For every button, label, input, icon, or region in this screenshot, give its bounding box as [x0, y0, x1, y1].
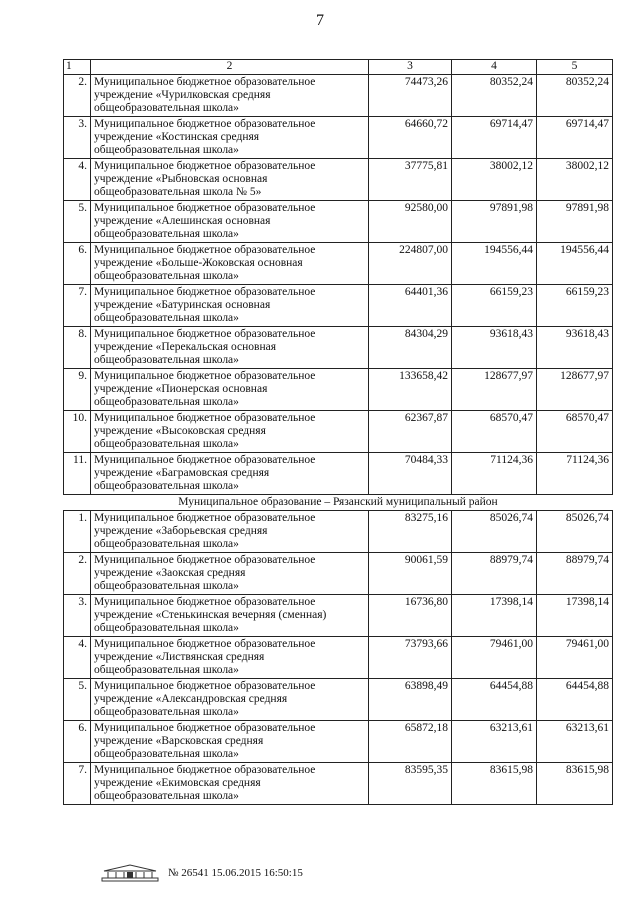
institution-name-line: общеобразовательная школа»: [94, 580, 239, 592]
institution-name-line: учреждение «Чурилковская средняя: [94, 89, 271, 101]
institution-name-line: учреждение «Листвянская средняя: [94, 651, 265, 663]
row-number: 11.: [64, 453, 91, 495]
header-col-5: 5: [537, 60, 613, 75]
table-row: [64, 411, 613, 453]
institution-name-line: общеобразовательная школа»: [94, 748, 239, 760]
institution-name-line: Муниципальное бюджетное образовательное: [94, 596, 316, 608]
institution-name: [91, 285, 369, 327]
value-col-3: 62367,87: [369, 411, 452, 453]
institution-name-line: учреждение «Варсковская средняя: [94, 735, 264, 747]
institution-name-line: Муниципальное бюджетное образовательное: [94, 512, 316, 524]
table-row: [64, 117, 613, 159]
value-col-3: 224807,00: [369, 243, 452, 285]
institution-name: [91, 553, 369, 595]
table-header-row: [64, 60, 613, 75]
value-col-3: 16736,80: [369, 595, 452, 637]
value-col-3: 65872,18: [369, 721, 452, 763]
value-col-5: 66159,23: [537, 285, 613, 327]
institution-name: [91, 327, 369, 369]
value-col-4: 88979,74: [452, 553, 537, 595]
value-col-5: 71124,36: [537, 453, 613, 495]
institution-name: [91, 763, 369, 805]
institution-name: [91, 511, 369, 553]
institution-name: [91, 721, 369, 763]
institution-name: [91, 201, 369, 243]
institution-name-line: учреждение «Пионерская основная: [94, 383, 268, 395]
value-col-3: 92580,00: [369, 201, 452, 243]
value-col-4: 79461,00: [452, 637, 537, 679]
row-number: 5.: [64, 679, 91, 721]
government-building-icon: [100, 864, 160, 882]
institution-name-line: учреждение «Батуринская основная: [94, 299, 271, 311]
header-col-4: 4: [452, 60, 537, 75]
table-row: [64, 721, 613, 763]
value-col-5: 83615,98: [537, 763, 613, 805]
value-col-3: 84304,29: [369, 327, 452, 369]
institution-name-line: общеобразовательная школа»: [94, 312, 239, 324]
row-number: 10.: [64, 411, 91, 453]
row-number: 2.: [64, 75, 91, 117]
institution-name-line: общеобразовательная школа»: [94, 228, 239, 240]
header-col-3: 3: [369, 60, 452, 75]
institution-name-line: учреждение «Костинская средняя: [94, 131, 260, 143]
value-col-3: 64660,72: [369, 117, 452, 159]
institution-name-line: учреждение «Стенькинская вечерняя (сменная): [94, 609, 327, 621]
header-col-1: 1: [64, 60, 91, 75]
value-col-4: 69714,47: [452, 117, 537, 159]
table-row: [64, 679, 613, 721]
value-col-4: 17398,14: [452, 595, 537, 637]
institution-name-line: общеобразовательная школа»: [94, 270, 239, 282]
institution-name: [91, 159, 369, 201]
section-title: Муниципальное образование – Рязанский муниципальный район: [64, 495, 613, 511]
value-col-4: 85026,74: [452, 511, 537, 553]
value-col-4: 38002,12: [452, 159, 537, 201]
value-col-4: 64454,88: [452, 679, 537, 721]
row-number: 7.: [64, 285, 91, 327]
value-col-4: 194556,44: [452, 243, 537, 285]
row-number: 4.: [64, 637, 91, 679]
table-row: [64, 553, 613, 595]
institution-name-line: Муниципальное бюджетное образовательное: [94, 680, 316, 692]
value-col-5: 80352,24: [537, 75, 613, 117]
institution-name-line: общеобразовательная школа»: [94, 438, 239, 450]
institution-name: [91, 595, 369, 637]
value-col-5: 17398,14: [537, 595, 613, 637]
value-col-3: 83595,35: [369, 763, 452, 805]
value-col-5: 63213,61: [537, 721, 613, 763]
value-col-5: 88979,74: [537, 553, 613, 595]
table-row: [64, 637, 613, 679]
institution-name-line: учреждение «Алешинская основная: [94, 215, 271, 227]
institution-name-line: Муниципальное бюджетное образовательное: [94, 160, 316, 172]
institution-name: [91, 637, 369, 679]
row-number: 5.: [64, 201, 91, 243]
institution-name: [91, 243, 369, 285]
value-col-4: 63213,61: [452, 721, 537, 763]
table-row: [64, 453, 613, 495]
table-row: [64, 511, 613, 553]
value-col-5: 128677,97: [537, 369, 613, 411]
institution-name-line: общеобразовательная школа»: [94, 622, 239, 634]
value-col-5: 85026,74: [537, 511, 613, 553]
value-col-4: 128677,97: [452, 369, 537, 411]
institution-name-line: Муниципальное бюджетное образовательное: [94, 554, 316, 566]
value-col-3: 83275,16: [369, 511, 452, 553]
institution-name-line: общеобразовательная школа»: [94, 664, 239, 676]
institution-name-line: общеобразовательная школа»: [94, 790, 239, 802]
value-col-4: 83615,98: [452, 763, 537, 805]
row-number: 4.: [64, 159, 91, 201]
row-number: 8.: [64, 327, 91, 369]
row-number: 6.: [64, 243, 91, 285]
value-col-5: 194556,44: [537, 243, 613, 285]
institution-name-line: общеобразовательная школа»: [94, 144, 239, 156]
institution-name: [91, 369, 369, 411]
value-col-5: 79461,00: [537, 637, 613, 679]
institution-name-line: Муниципальное бюджетное образовательное: [94, 722, 316, 734]
table-row: [64, 369, 613, 411]
registration-stamp: № 26541 15.06.2015 16:50:15: [168, 867, 303, 879]
institution-name-line: Муниципальное бюджетное образовательное: [94, 118, 316, 130]
institution-name-line: учреждение «Заокская средняя: [94, 567, 246, 579]
institution-name-line: общеобразовательная школа»: [94, 102, 239, 114]
institution-name-line: Муниципальное бюджетное образовательное: [94, 244, 316, 256]
institution-name-line: учреждение «Перекальская основная: [94, 341, 277, 353]
value-col-5: 93618,43: [537, 327, 613, 369]
value-col-3: 63898,49: [369, 679, 452, 721]
institution-name-line: Муниципальное бюджетное образовательное: [94, 286, 316, 298]
institution-name-line: учреждение «Больше-Жоковская основная: [94, 257, 303, 269]
institution-name-line: общеобразовательная школа»: [94, 480, 239, 492]
institution-name-line: общеобразовательная школа»: [94, 396, 239, 408]
institution-name-line: Муниципальное бюджетное образовательное: [94, 638, 316, 650]
value-col-5: 68570,47: [537, 411, 613, 453]
institution-name-line: общеобразовательная школа»: [94, 354, 239, 366]
row-number: 6.: [64, 721, 91, 763]
value-col-5: 64454,88: [537, 679, 613, 721]
institution-name-line: учреждение «Высоковская средняя: [94, 425, 266, 437]
institution-name: [91, 75, 369, 117]
institution-name: [91, 679, 369, 721]
value-col-4: 97891,98: [452, 201, 537, 243]
institution-name-line: Муниципальное бюджетное образовательное: [94, 370, 316, 382]
value-col-3: 37775,81: [369, 159, 452, 201]
institution-name-line: общеобразовательная школа»: [94, 538, 239, 550]
row-number: 3.: [64, 117, 91, 159]
institution-name-line: Муниципальное бюджетное образовательное: [94, 202, 316, 214]
institution-name-line: учреждение «Александровская средняя: [94, 693, 288, 705]
table-row: [64, 763, 613, 805]
row-number: 2.: [64, 553, 91, 595]
budget-table: [63, 59, 613, 805]
institution-name-line: учреждение «Рыбновская основная: [94, 173, 268, 185]
table-row: [64, 285, 613, 327]
header-col-2: 2: [91, 60, 369, 75]
value-col-3: 73793,66: [369, 637, 452, 679]
value-col-5: 69714,47: [537, 117, 613, 159]
row-number: 3.: [64, 595, 91, 637]
value-col-5: 38002,12: [537, 159, 613, 201]
row-number: 7.: [64, 763, 91, 805]
value-col-4: 93618,43: [452, 327, 537, 369]
row-number: 9.: [64, 369, 91, 411]
value-col-5: 97891,98: [537, 201, 613, 243]
table-row: [64, 327, 613, 369]
table-row: [64, 243, 613, 285]
value-col-3: 90061,59: [369, 553, 452, 595]
table-row: [64, 159, 613, 201]
section-row: [64, 495, 613, 511]
value-col-3: 70484,33: [369, 453, 452, 495]
institution-name-line: Муниципальное бюджетное образовательное: [94, 76, 316, 88]
row-number: 1.: [64, 511, 91, 553]
institution-name: [91, 453, 369, 495]
institution-name-line: Муниципальное бюджетное образовательное: [94, 412, 316, 424]
institution-name-line: Муниципальное бюджетное образовательное: [94, 764, 316, 776]
institution-name-line: учреждение «Баграмовская средняя: [94, 467, 270, 479]
page-number: 7: [316, 12, 324, 29]
institution-name-line: учреждение «Екимовская средняя: [94, 777, 261, 789]
table-row: [64, 75, 613, 117]
value-col-3: 64401,36: [369, 285, 452, 327]
institution-name: [91, 411, 369, 453]
value-col-4: 68570,47: [452, 411, 537, 453]
value-col-4: 80352,24: [452, 75, 537, 117]
value-col-3: 133658,42: [369, 369, 452, 411]
document-footer: [100, 863, 303, 883]
table-row: [64, 595, 613, 637]
value-col-3: 74473,26: [369, 75, 452, 117]
institution-name-line: общеобразовательная школа № 5»: [94, 186, 262, 198]
institution-name-line: учреждение «Заборьевская средняя: [94, 525, 268, 537]
institution-name: [91, 117, 369, 159]
table-row: [64, 201, 613, 243]
institution-name-line: Муниципальное бюджетное образовательное: [94, 454, 316, 466]
institution-name-line: общеобразовательная школа»: [94, 706, 239, 718]
value-col-4: 66159,23: [452, 285, 537, 327]
value-col-4: 71124,36: [452, 453, 537, 495]
institution-name-line: Муниципальное бюджетное образовательное: [94, 328, 316, 340]
